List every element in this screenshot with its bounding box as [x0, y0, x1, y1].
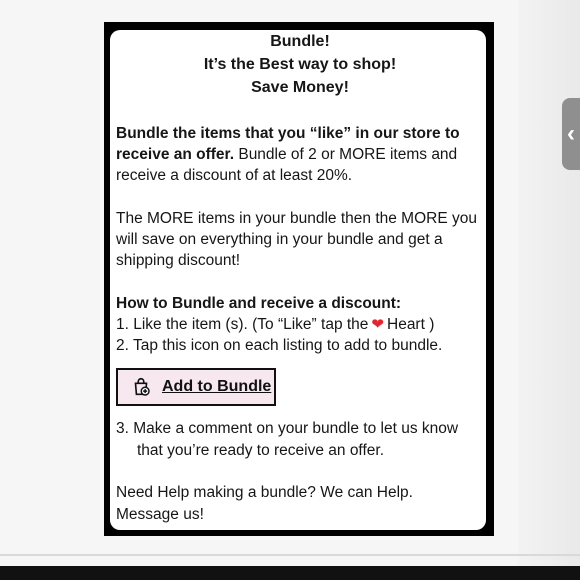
side-strip	[518, 0, 580, 580]
step-3-text-line-2: that you’re ready to receive an offer.	[137, 442, 385, 459]
card-content	[116, 30, 484, 526]
step-2	[116, 335, 484, 356]
bottom-divider	[0, 554, 580, 556]
bag-plus-icon	[130, 376, 152, 398]
step-1-text: Like the item (s). (To “Like” tap the	[128, 316, 369, 333]
step-3-line-1	[116, 418, 484, 440]
step-3-text-line-1: Make a comment on your bundle to let us know	[128, 420, 459, 437]
step-2-number: 2.	[116, 337, 129, 354]
title-line-3: Save Money!	[251, 79, 349, 96]
step-1	[116, 314, 484, 335]
heart-icon: ❤	[371, 316, 384, 333]
step-1-text-after: Heart )	[387, 316, 435, 333]
intro-paragraph	[116, 123, 484, 186]
bottom-bar	[0, 566, 580, 580]
add-to-bundle-button[interactable]	[116, 368, 276, 406]
help-text	[116, 482, 484, 526]
title-line-1: Bundle!	[270, 33, 330, 50]
intro-strong-text: Bundle the items that you “like” in our store to receive an offer.	[116, 125, 460, 163]
step-3-number: 3.	[116, 420, 129, 437]
step-1-number: 1.	[116, 316, 129, 333]
back-chevron-icon[interactable]: ‹	[562, 98, 580, 170]
howto-title: How to Bundle and receive a discount:	[116, 295, 402, 312]
title-line-2: It’s the Best way to shop!	[203, 56, 397, 73]
help-line-2: Message us!	[116, 506, 204, 523]
step-2-text: Tap this icon on each listing to add to bundle.	[128, 337, 443, 354]
intro-rest-text: Bundle of 2 or MORE items and receive a discount of at least 20%.	[116, 146, 458, 184]
bundle-info-card	[110, 30, 486, 530]
help-line-1: Need Help making a bundle? We can Help.	[116, 484, 413, 501]
step-3	[116, 418, 484, 462]
add-to-bundle-label: Add to Bundle	[162, 378, 272, 395]
savings-paragraph: The MORE items in your bundle then the MORE you will save on everything in your bundle and get a shipping discount!	[116, 210, 477, 269]
